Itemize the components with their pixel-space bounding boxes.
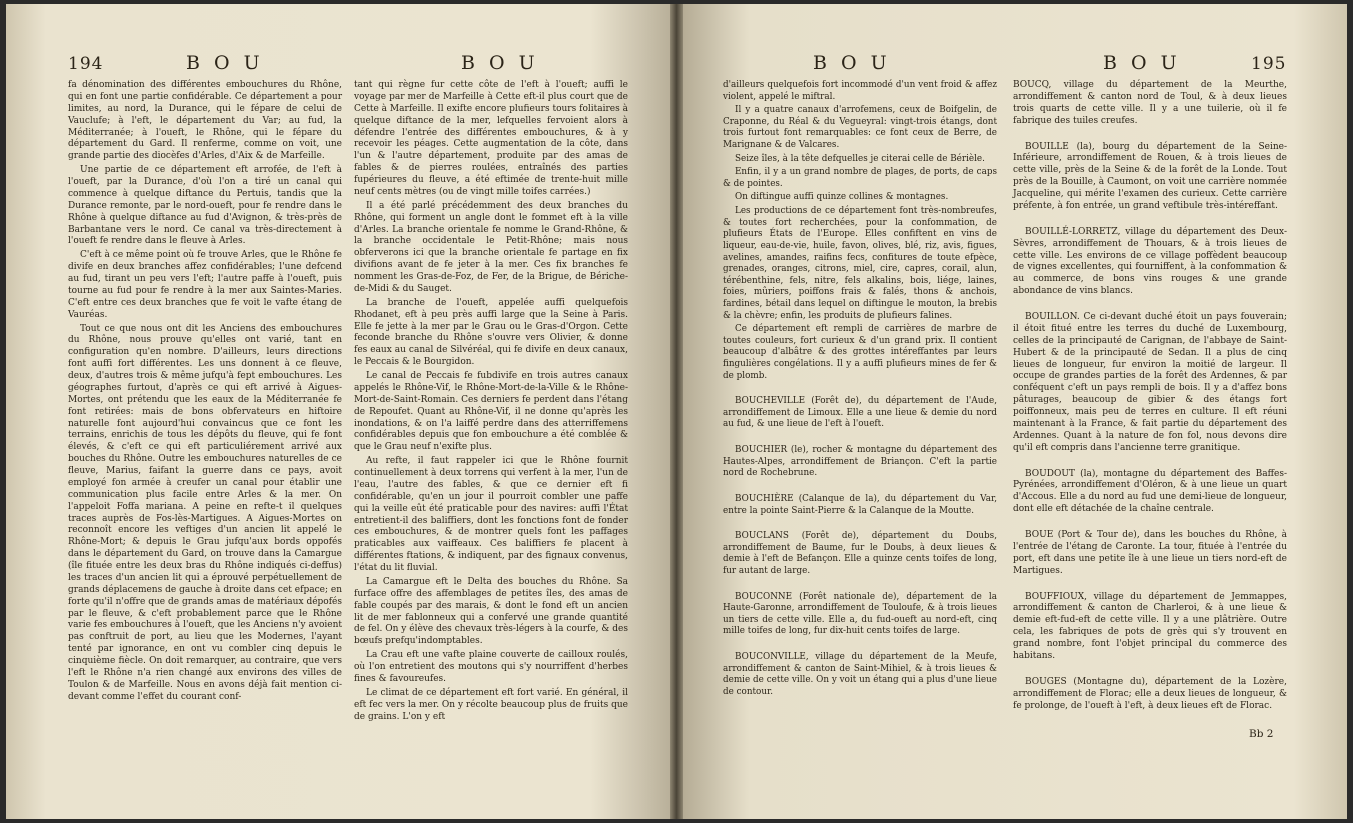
running-head-right-2: B O U (1103, 52, 1181, 74)
left-col2-paragraph: La branche de l'oueft, appelée auffi quelquefois Rhodanet, eft à peu près auffi large que la Seine à Paris. Elle fe jette à la mer par le Grau ou le Gras-d'Orgon. Cette feconde branche du Rhône s'ouvre vers Olivier, & donne fes eaux au canal de Silvéréal, qui fe divife en deux canaux, le Peccais & le Bourgidon. (354, 297, 628, 368)
running-head-right-1: B O U (813, 52, 891, 74)
left-page-column-2 (354, 80, 628, 725)
right-col1-paragraph: On diftingue auffi quinze collines & montagnes. (735, 192, 949, 203)
right-page-header (683, 52, 1347, 78)
right-col1-paragraph: BOUCHEVILLE (Forêt de), du département de l'Aude, arrondiffement de Limoux. Elle a une lieue & demie du nord au fud, & une lieue de l'eft à l'oueft. (723, 396, 997, 430)
left-col2-paragraph: Au refte, il faut rappeler ici que le Rhône fournit continuellement à deux torrens qui verfent à la mer, l'un de l'eau, l'autre des fables, & que ce dernier eft fi confidérable, qu'en un jour il pourroit combler une paffe qui la veille eût été praticable pour des navires: auffi l'État entretient-il des baliffiers, dont les fonctions font de fonder ces embouchures, & de montrer quels font les paffages praticables aux vaiffeaux. Ces baliffiers fe placent à différentes ftations, & indiquent, par des fignaux convenus, l'état du lit fluvial. (354, 456, 628, 573)
right-col2-paragraph: BOUE (Port & Tour de), dans les bouches du Rhône, à l'entrée de l'étang de Caronte. La tour, fituée à l'entrée du port, eft dans une petite île à une lieue un tiers nord-eft de Martigues. (1013, 530, 1287, 576)
right-col1-paragraph: Les productions de ce département font très-nombreufes, & toutes fort recherchées, pour la confommation, de plufieurs États de l'Europe. Elles confiftent en vins de liqueur, eau-de-vie, huile, favon, olives, blé, riz, avis, figues, avelines, amandes, raifins fecs, confitures de toute efpèce, grenades, oranges, citrons, miel, cire, capres, corail, alun, térébenthine, fels, nitre, fels alkalins, bois, liége, laines, foies, mûriers, poiffons frais & falés, thons & anchois, fardines, bétail dans lequel on diftingue le mouton, la brebis & la chèvre; enfin, les produits de plufieurs falines. (723, 206, 997, 321)
right-col2-paragraph: BOUILLÉ-LORRETZ, village du département des Deux-Sèvres, arrondiffement de Thouars, & à trois lieues de cette ville. Les environs de ce village poffèdent beaucoup de vignes excellentes, qui fourniffent, à la confommation & au commerce, de bons vins rouges & une grande abondance de vins blancs. (1013, 226, 1287, 297)
right-col2-paragraph: BOUGES (Montagne du), département de la Lozère, arrondiffement de Florac; elle a deux lieues de longueur, & fe prolonge, de l'oueft à l'eft, à deux lieues eft de Florac. (1013, 676, 1287, 711)
right-col1-paragraph: BOUCHIÈRE (Calanque de la), du département du Var, entre la pointe Saint-Pierre & la Calanque de la Moutte. (723, 493, 997, 516)
left-col2-paragraph: Le canal de Peccais fe fubdivife en trois autres canaux appelés le Rhône-Vif, le Rhône-Mort-de-la-Ville & le Rhône-Mort-de-Saint-Romain. Ces derniers fe perdent dans l'étang de Repoufet. Quant au Rhône-Vif, il ne donne qu'après les inondations, & on l'a laiffé perdre dans des atterriffemens confidérables depuis que fon embouchure a été comblée & que le Grau neuf n'exifte plus. (354, 371, 628, 453)
book-spread (6, 4, 1347, 819)
left-col2-paragraph: Il a été parlé précédemment des deux branches du Rhône, qui forment un angle dont le fommet eft à la ville d'Arles. La branche orientale fe nomme le Grand-Rhône, & la branche occidentale le Petit-Rhône; mais nous obferverons ici que la branche orientale fe partage en fix divifions avant de fe jeter à la mer. Ces fix branches fe nomment les Gras-de-Foz, de Fer, de la Brigue, de Bériche-de-Midi & du Sauget. (354, 200, 628, 294)
running-head-left-2: B O U (461, 52, 539, 74)
right-col1-paragraph: Seize îles, à la tête defquelles je citerai celle de Bérièle. (735, 153, 985, 164)
right-col1-paragraph: Il y a quatre canaux d'arrofemens, ceux de Boifgelin, de Craponne, du Réal & du Vegueyral: vingt-trois étangs, dont trois furtout font remarquables: ce font ceux de Berre, de Marignane & de Valcares. (723, 105, 997, 151)
right-col1-paragraph: Enfin, il y a un grand nombre de plages, de ports, de caps & de pointes. (723, 167, 997, 189)
right-col1-paragraph: d'ailleurs quelquefois fort incommodé d'un vent froid & affez violent, appelé le miftral. (723, 80, 997, 102)
left-col2-paragraph: Le climat de ce département eft fort varié. En général, il eft fec vers la mer. On y récolte beaucoup plus de fruits que de grains. L'on y eft (354, 687, 628, 722)
right-col2-paragraph: BOUFFIOUX, village du département de Jemmappes, arrondiffement & canton de Charleroi, & à une lieue & demie eft-fud-eft de cette ville. Il y a une plâtrière. Outre cela, les fabriques de pots de grès qui s'y trouvent en grand nombre, font l'objet principal du commerce des habitans. (1013, 591, 1287, 661)
right-col2-paragraph: BOUCQ, village du département de la Meurthe, arrondiffement & canton nord de Toul, & à deux lieues trois quarts de cette ville. Il y a une tuilerie, où il fe fabrique des tuiles creufes. (1013, 80, 1287, 126)
right-page-column-2 (1013, 80, 1287, 714)
signature-mark: Bb 2 (1249, 728, 1274, 740)
page-number-right: 195 (1251, 54, 1287, 74)
left-col1-paragraph: Tout ce que nous ont dit les Anciens des embouchures du Rhône, nous prouve qu'elles ont varié, tant en configuration qu'en nombre. D'ailleurs, leurs directions font auffi fort différentes. Les uns donnent à ce fleuve, deux, d'autres trois & même jufqu'à fept embouchures. Les géographes furtout, d'après ce qui eft arrivé à Aigues-Mortes, ont prétendu que les eaux de la Méditerranée fe font retirées: mais de bons obfervateurs en hiftoire naturelle font aujourd'hui convaincus que ce font les terrains, enrichis de tous les dépôts du fleuve, qui fe font élevés, & c'eft ce qui eft particuliérement arrivé aux bouches du Rhône. Outre les embouchures naturelles de ce fleuve, Marius, faifant la guerre dans ce pays, avoit employé fon armée à creufer un canal pour établir une communication plus facile entre Arles & la mer. On l'appeloit Foffa mariana. A peine en refte-t il quelques traces auprès de Fos-lès-Martigues. A Aigues-Mortes on reconnoît encore les veftiges d'un ancien lit appelé le Rhône-Mort; & depuis le Grau jufqu'aux bords oppofés dans le département du Gard, on trouve dans la Camargue (île fituée entre les deux bras du Rhône indiqués ci-deffus) les traces d'un ancien lit qui a éprouvé perpétuellement de grands déplacemens de gauche à droite dans cet efpace; en forte qu'il n'offre que de grands amas de matériaux dépofés par le fleuve, & c'eft probablement parce que le Rhône varie fes embouchures à l'oueft, que les Anciens n'y avoient pas conftruit de port, au lieu que les Modernes, l'ayant tenté par ignorance, en ont vu combler cinq depuis le cinquième fiècle. On doit remarquer, au contraire, que vers l'eft le Rhône n'a rien changé aux environs des villes de Toulon & de Marfeille. Nous en avons déjà fait mention ci-devant comme l'effet du courant conf- (68, 323, 342, 702)
right-col1-paragraph: Ce département eft rempli de carrières de marbre de toutes couleurs, fort curieux & d'un grand prix. Il contient beaucoup d'albâtre & des grottes intéreffantes par leurs fingulières congélations. Il y a auffi plufieurs mines de fer & de plomb. (723, 324, 997, 381)
left-page-column-1 (68, 80, 342, 706)
running-head-left-1: B O U (186, 52, 264, 74)
page-number-left: 194 (68, 54, 104, 74)
left-col2-paragraph: La Crau eft une vafte plaine couverte de cailloux roulés, où l'on entretient des moutons qui s'y nourriffent d'herbes fines & favoureufes. (354, 650, 628, 684)
left-col2-paragraph: tant qui règne fur cette côte de l'eft à l'oueft; auffi le voyage par mer de Marfeille à Cette eft-il plus court que de Cette à Marfeille. Il exifte encore plufieurs tours folitaires à quelque diftance de la mer, lefquelles fervoient alors à défendre l'entrée des différentes embouchures, & à y recevoir les péages. Cette augmentation de la côte, dans l'un & l'autre département, produite par des amas de fables & de pierres roulées, entraînés des parties fupérieures du fleuve, a été eftimée de trente-huit mille neuf cents mètres (ou de vingt mille toifes carrées.) (354, 80, 628, 197)
left-page-header (6, 52, 670, 78)
left-col1-paragraph: fa dénomination des différentes embouchures du Rhône, qui en font une partie confidérable. Ce département a pour limites, au nord, la Durance, qui le fépare de celui de Vauclufe; à l'eft, le département du Var; au fud, la Méditerranée; à l'oueft, le Rhône, qui le fépare du département du Gard. Il renferme, comme on voit, une grande partie des diocèfes d'Arles, d'Aix & de Marfeille. (68, 80, 342, 162)
right-page (683, 4, 1347, 819)
left-col1-paragraph: Une partie de ce département eft arrofée, de l'eft à l'oueft, par la Durance, d'où l'on a tiré un canal qui commence à quelque diftance du Pertuis, tandis que la Durance remonte, par le nord-oueft, pour fe rendre dans le Rhône à quelque diftance au fud d'Avignon, & très-près de Barbantane vers le nord. Ce canal va très-directement à l'oueft fe rendre dans le fleuve à Arles. (68, 165, 342, 247)
right-col1-paragraph: BOUCLANS (Forêt de), département du Doubs, arrondiffement de Baume, fur le Doubs, à deux lieues & demie à l'eft de Befançon. Elle a quinze cents toifes de long, fur autant de large. (723, 531, 997, 576)
left-page (6, 4, 670, 819)
right-col2-paragraph: BOUILLON. Ce ci-devant duché étoit un pays fouverain; il étoit fitué entre les terres du duché de Luxembourg, celles de la principauté de Carignan, de l'abbaye de Saint-Hubert & de la principauté de Sedan. Il a plus de cinq lieues de longueur, fur environ la moitié de largeur. Il occupe de grandes parties de la forêt des Ardennes, & par conféquent c'eft un pays rempli de bois. Il y a d'affez bons pâturages, beaucoup de gibier & des étangs fort poiffonneux, mais peu de terres en culture. Il eft réuni maintenant à la France, & fait partie du département des Ardennes. Quant à la nature de fon fol, nous devons dire qu'il eft compris dans l'ancienne terre granitique. (1013, 312, 1287, 453)
book-gutter (670, 4, 683, 819)
right-col1-paragraph: BOUCONNE (Forêt nationale de), département de la Haute-Garonne, arrondiffement de Touloufe, & à trois lieues un tiers de cette ville. Elle a, du fud-oueft au nord-eft, cinq mille toifes de long, fur dix-huit cents toifes de large. (723, 591, 997, 637)
right-col1-paragraph: BOUCHIER (le), rocher & montagne du département des Hautes-Alpes, arrondiffement de Briançon. C'eft la partie nord de Rochebrune. (723, 445, 997, 479)
right-col2-paragraph: BOUDOUT (la), montagne du département des Baffes-Pyrénées, arrondiffement d'Oléron, & à une lieue un quart d'Accous. Elle a du nord au fud une demi-lieue de longueur, dont elle eft détachée de la chaîne centrale. (1013, 468, 1287, 515)
right-col2-paragraph: BOUILLE (la), bourg du département de la Seine-Inférieure, arrondiffement de Rouen, & à trois lieues de cette ville, près de la Seine & de la forêt de la Londe. Tout près de la Bouille, à Caumont, on voit une carrière nommée Jacqueline, qui mérite l'examen des curieux. Cette carrière préfente, à fon entrée, un grand veftibule très-intéreffant. (1013, 141, 1287, 211)
left-col2-paragraph: La Camargue eft le Delta des bouches du Rhône. Sa furface offre des affemblages de petites îles, des amas de fable coupés par des marais, & dont le fond eft un ancien lit de mer fablonneux qui a confervé une grande quantité de fel. On y élève des chevaux très-légers à la courfe, & des bœufs prefqu'indomptables. (354, 576, 628, 647)
right-col1-paragraph: BOUCONVILLE, village du département de la Meufe, arrondiffement & canton de Saint-Mihiel, & à trois lieues & demie de cette ville. On y voit un étang qui a plus d'une lieue de contour. (723, 651, 997, 697)
right-page-column-1 (723, 80, 997, 700)
left-col1-paragraph: C'eft à ce même point où fe trouve Arles, que le Rhône fe divife en deux branches affez confidérables; l'une defcend au fud, tirant un peu vers l'eft; l'autre paffe à l'oueft, puis tourne au fud pour fe rendre à la mer aux Saintes-Maries. C'eft entre ces deux branches que fe voit le vafte étang de Vauréas. (68, 250, 342, 320)
